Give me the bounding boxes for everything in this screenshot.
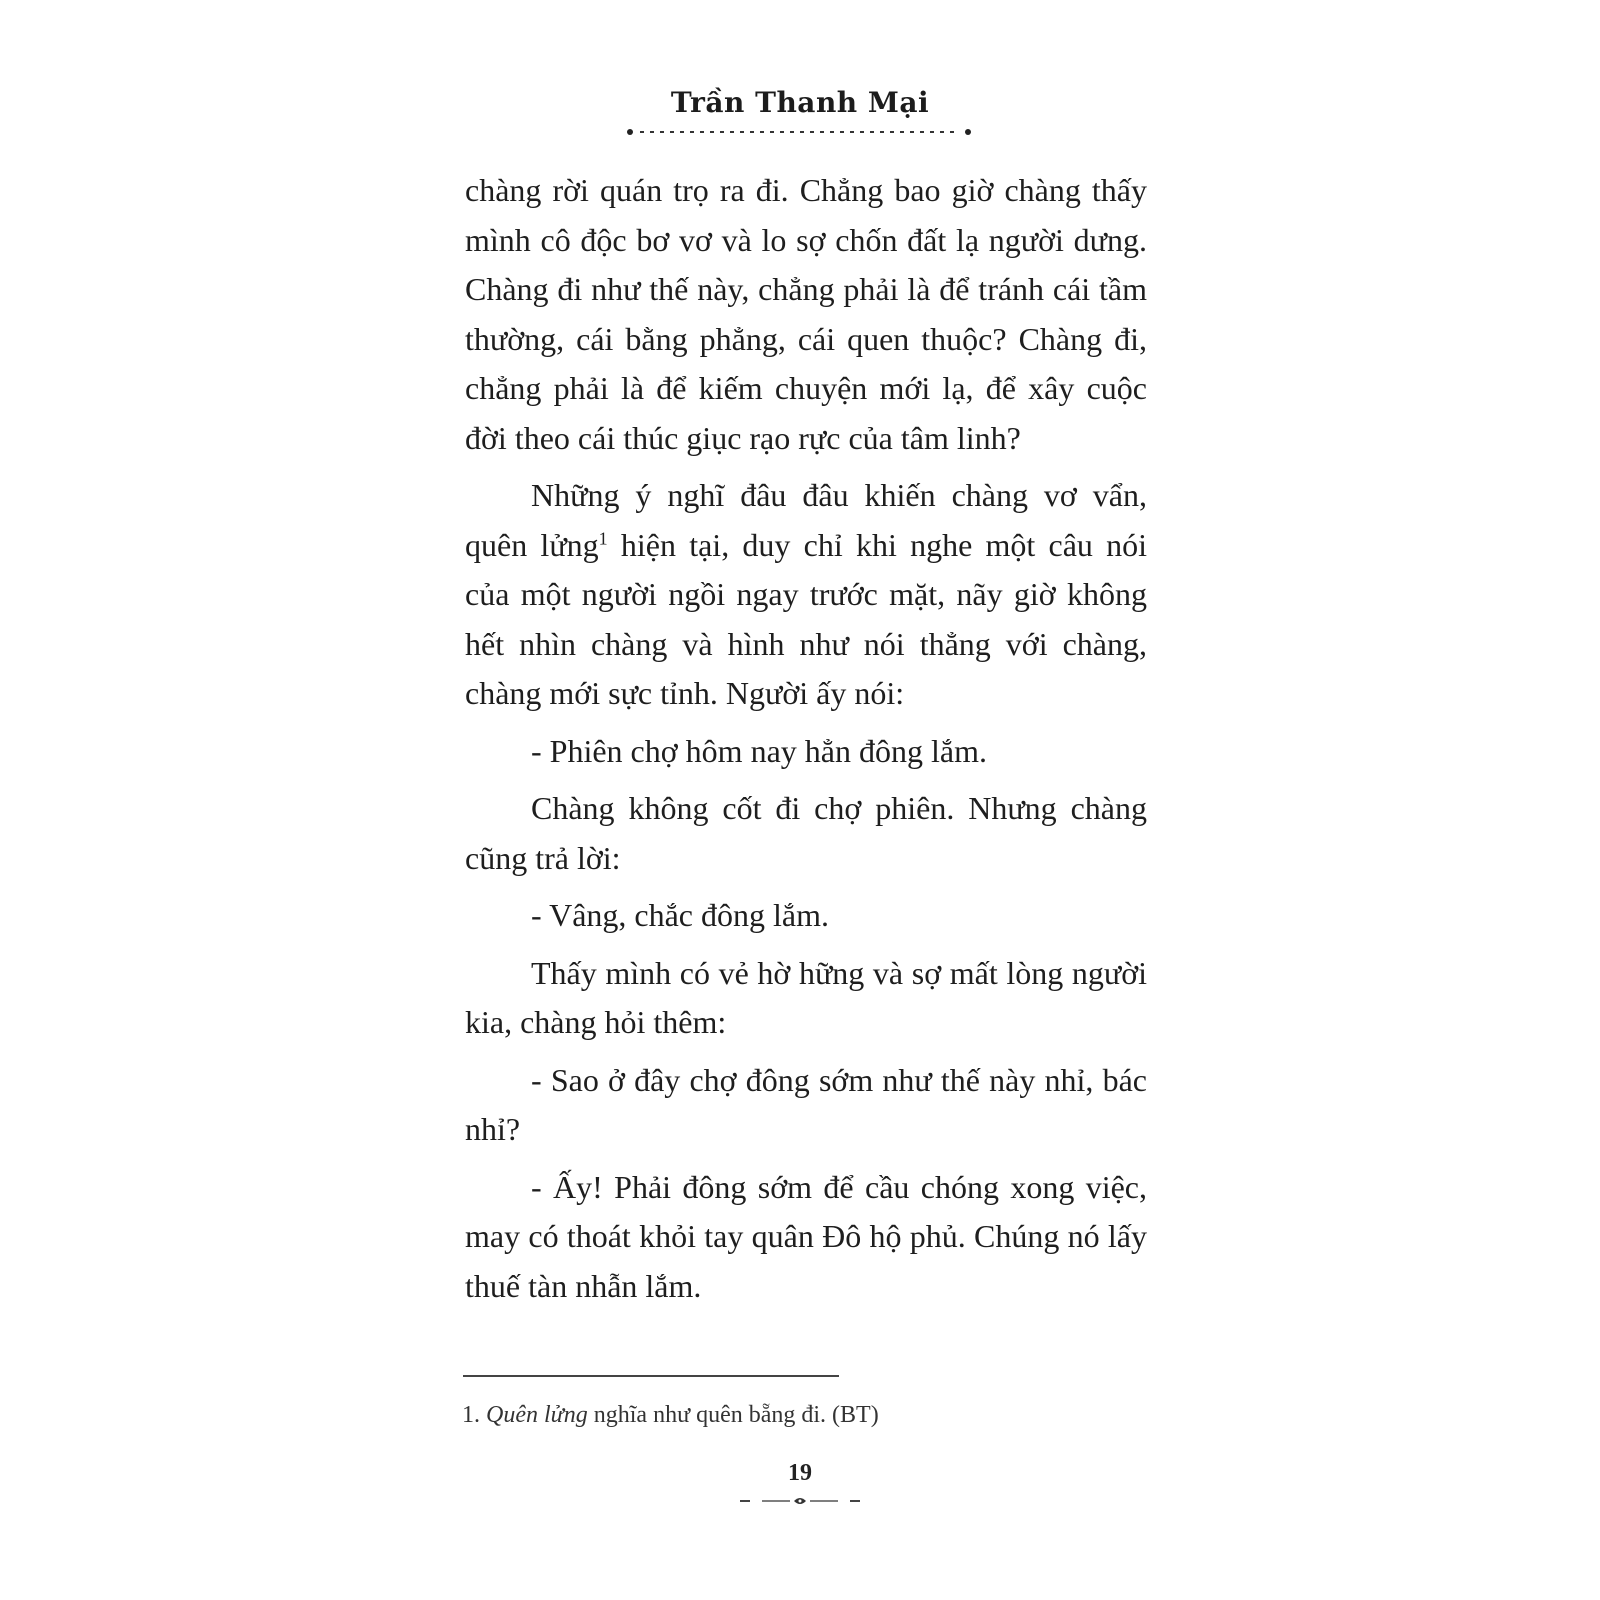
page-number: 19 bbox=[788, 1460, 812, 1486]
footnote-text: nghĩa như quên bẵng đi. (BT) bbox=[587, 1402, 879, 1428]
footnote-divider bbox=[463, 1375, 839, 1377]
dialogue-line: - Ấy! Phải đông sớm để cầu chóng xong việc, may có thoát khỏi tay quân Đô hộ phủ. Chúng nó lấy thuế tàn nhẫn lắm. bbox=[465, 1168, 1147, 1304]
dialogue-line: - Phiên chợ hôm nay hẳn đông lắm. bbox=[531, 732, 987, 769]
footnote-number: 1. bbox=[462, 1402, 480, 1428]
paragraph-2 bbox=[465, 471, 1147, 719]
paragraph: Thấy mình có vẻ hờ hững và sợ mất lòng người kia, chàng hỏi thêm: bbox=[465, 954, 1147, 1040]
body-text bbox=[465, 166, 1147, 1319]
footnote bbox=[462, 1402, 1162, 1429]
dialogue-line: - Vâng, chắc đông lắm. bbox=[531, 897, 829, 933]
running-head-author: Trần Thanh Mại bbox=[670, 86, 930, 119]
paragraph-2-before: Những ý nghĩ đâu đâu khiến chàng vơ vẩn, quên lửng bbox=[465, 477, 1147, 563]
header-dotted-rule bbox=[626, 128, 972, 136]
dialogue-line: - Sao ở đây chợ đông sớm như thế này nhỉ, bác nhỉ? bbox=[465, 1061, 1147, 1147]
footnote-reference: 1 bbox=[598, 527, 608, 548]
paragraph: Chàng không cốt đi chợ phiên. Nhưng chàng cũng trả lời: bbox=[465, 790, 1147, 876]
paragraph-2-after: hiện tại, duy chỉ khi nghe một câu nói của một người ngồi ngay trước mặt, nãy giờ không hết nhìn chàng và hình như nói thẳng với chàng, chàng mới sực tỉnh. Người ấy nói: bbox=[465, 526, 1148, 711]
paragraph-1: chàng rời quán trọ ra đi. Chẳng bao giờ chàng thấy mình cô độc bơ vơ và lo sợ chốn đất lạ người dưng. Chàng đi như thế này, chẳng phải là để tránh cái tầm thường, cái bằng phẳng, cái quen thuộc? Chàng đi, chẳng phải là để kiếm chuyện mới lạ, để xây cuộc đời theo cái thúc giục rạo rực của tâm linh? bbox=[465, 172, 1147, 456]
footnote-term: Quên lửng bbox=[486, 1402, 588, 1428]
ornament-icon bbox=[740, 1494, 860, 1508]
